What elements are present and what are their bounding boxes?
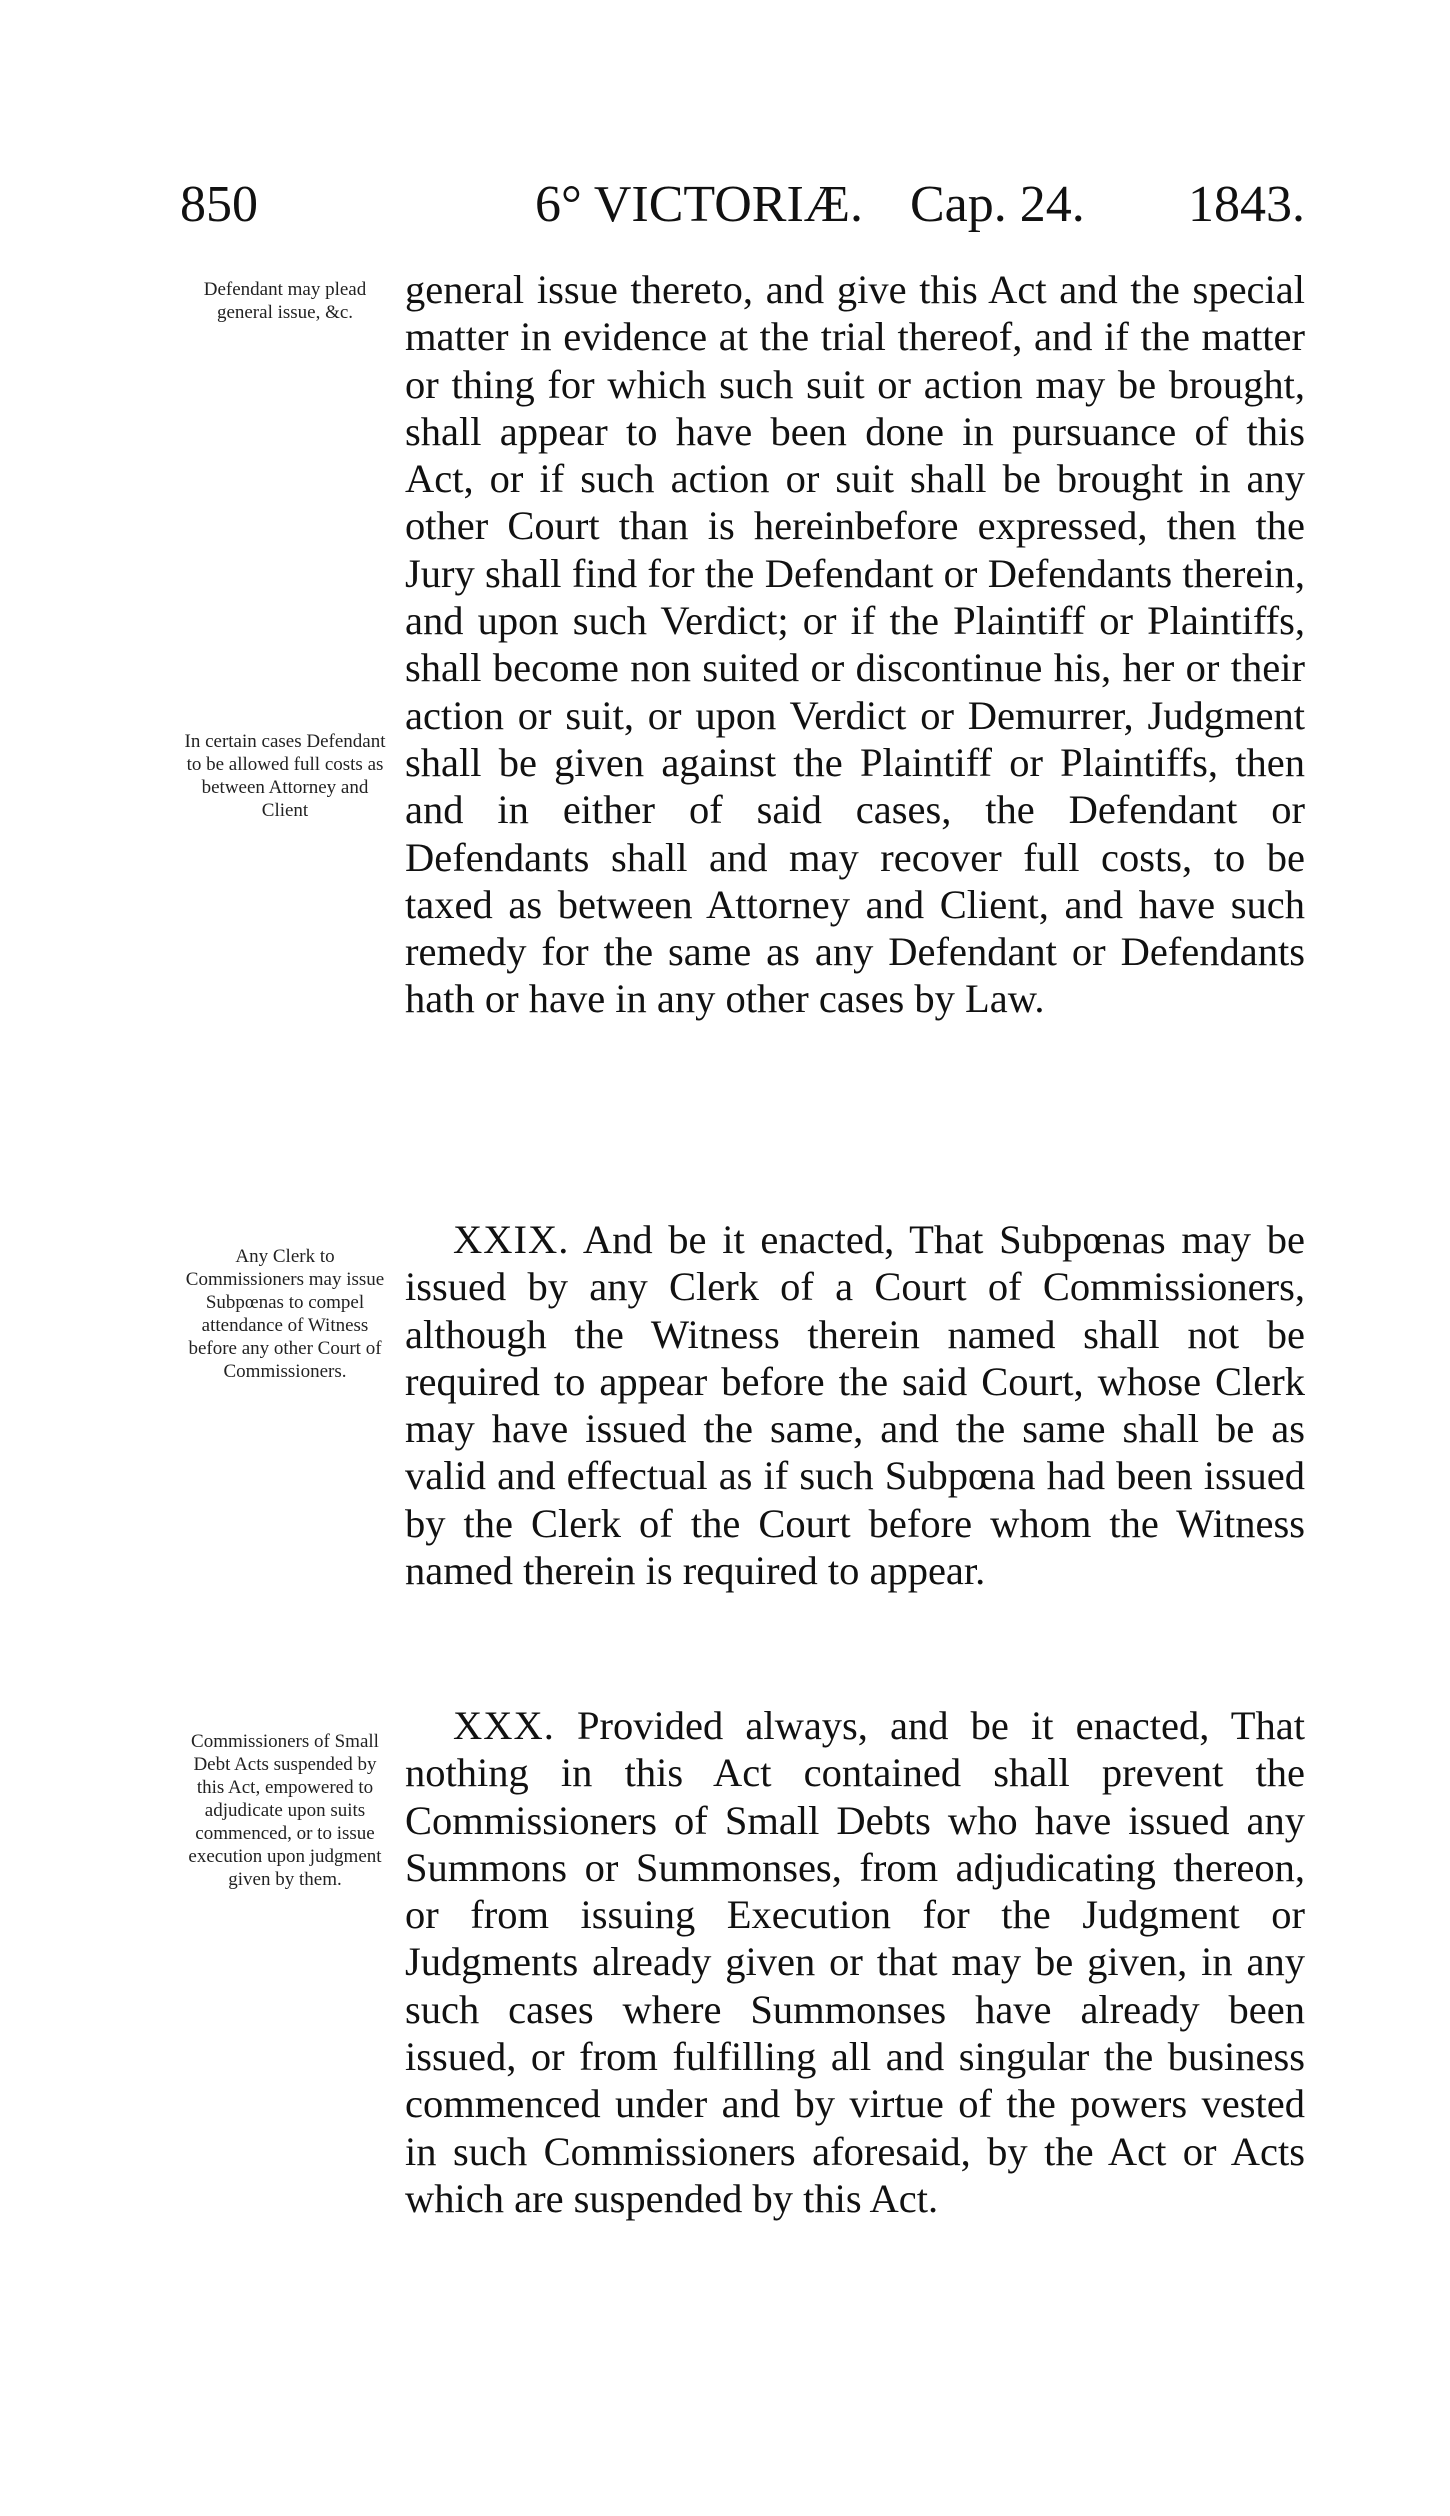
running-title: 6° VICTORIÆ.	[535, 176, 864, 233]
section-text: Provided always, and be it enacted, That nothing in this Act contained shall prevent the Commissioners of Small Debts who have issued any Summons or Summonses, from adjudicating thereon, or from issuing Execution for the Judgment or Judgments already given or that may be given, in any such cases where Summonses have already been issued, or from fulfilling all and singular the business commenced under and by virtue of the powers vested in such Commissioners aforesaid, by the Act or Acts which are suspended by this Act.	[405, 1703, 1305, 2221]
section-text: And be it enacted, That Subpœnas may be issued by any Clerk of a Court of Commissioners, although the Witness therein named shall not be required to appear before the said Court, whose Clerk may have issued the same, and the same shall be as valid and effectual as if such Subpœna had been issued by the Clerk of the Court before whom the Witness named therein is required to appear.	[405, 1217, 1305, 1594]
page-header	[180, 170, 1305, 240]
section-xxix	[405, 1216, 1305, 1594]
section-number: XXIX.	[453, 1217, 570, 1262]
section-xxx	[405, 1702, 1305, 2222]
page-number: 850	[180, 176, 258, 233]
section-continued	[405, 266, 1305, 1023]
margin-note: Commissioners of Small Debt Acts suspended by this Act, empowered to adjudicate upon suits commenced, or to issue execution upon judgment given by them.	[188, 1731, 382, 1890]
section-number: XXX.	[453, 1703, 555, 1748]
chapter-number: Cap. 24.	[910, 176, 1085, 233]
year: 1843.	[1188, 176, 1305, 233]
margin-note: Defendant may plead general issue, &c.	[203, 279, 367, 323]
margin-note: In certain cases Defendant to be allowed full costs as between Attorney and Client	[184, 731, 386, 821]
margin-note: Any Clerk to Commissioners may issue Subpœnas to compel attendance of Witness before any other Court of Commissioners.	[185, 1246, 385, 1382]
section-text: general issue thereto, and give this Act and the special matter in evidence at the trial thereof, and if the matter or thing for which such suit or action may be brought, shall appear to have been done in pursuance of this Act, or if such action or suit shall be brought in any other Court than is hereinbefore expressed, then the Jury shall find for the Defendant or Defendants therein, and upon such Verdict; or if the Plaintiff or Plaintiffs, shall become non suited or discontinue his, her or their action or suit, or upon Verdict or Demurrer, Judgment shall be given against the Plaintiff or Plaintiffs, then and in either of said cases, the Defendant or Defendants shall and may recover full costs, to be taxed as between Attorney and Client, and have such remedy for the same as any Defendant or Defendants hath or have in any other cases by Law.	[405, 267, 1305, 1022]
